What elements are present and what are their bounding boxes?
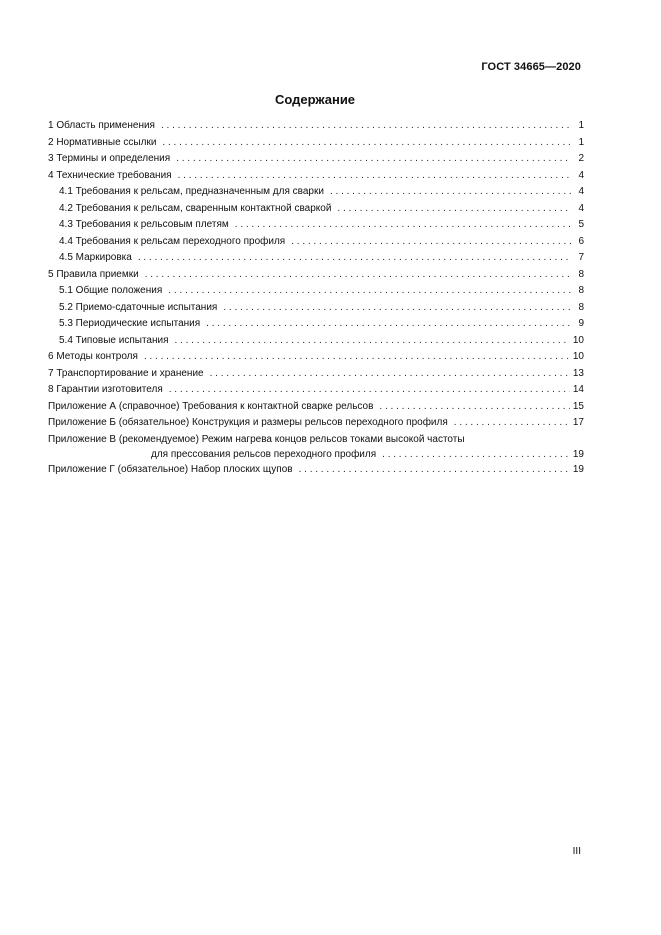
toc-entry[interactable]	[48, 382, 584, 399]
toc-entry-page: 10	[572, 334, 584, 346]
toc-entry-label: 5.1 Общие положения	[59, 285, 163, 296]
toc-subentry[interactable]	[48, 283, 584, 300]
toc-subentry[interactable]	[48, 201, 584, 218]
toc-leader-dots	[379, 399, 569, 416]
toc-leader-dots	[169, 382, 570, 399]
toc-entry-label: 4.2 Требования к рельсам, сваренным контактной сваркой	[59, 202, 332, 214]
toc-entry-appendix-v[interactable]	[48, 432, 584, 463]
toc-leader-dots	[330, 184, 571, 201]
toc-leader-dots	[145, 267, 571, 284]
toc-entry-label: 8 Гарантии изготовителя	[48, 384, 163, 395]
toc-entry-page: 13	[572, 367, 584, 379]
toc-leader-dots	[175, 333, 570, 350]
toc-leader-dots	[291, 234, 571, 251]
toc-entry-page: 1	[578, 120, 584, 131]
toc-entry-page: 7	[578, 252, 584, 263]
document-code: ГОСТ 34665—2020	[481, 61, 581, 73]
toc-entry-page: 4	[578, 202, 584, 214]
toc-entry-label: 7 Транспортирование и хранение	[48, 367, 204, 379]
toc-entry-label: 4.4 Требования к рельсам переходного профиля	[59, 235, 286, 247]
toc-subentry[interactable]	[48, 184, 584, 201]
page-title: Содержание	[274, 92, 356, 107]
toc-entry-label: 5.2 Приемо-сдаточные испытания	[59, 301, 218, 313]
toc-entry-page: 4	[578, 186, 584, 197]
toc-subentry[interactable]	[48, 300, 584, 317]
toc-entry[interactable]	[48, 349, 584, 366]
toc-leader-dots	[161, 118, 571, 135]
toc-entry-page: 19	[572, 464, 584, 475]
toc-entry-page: 2	[578, 153, 584, 164]
toc-entry[interactable]	[48, 399, 584, 416]
toc-entry-label: Приложение Б (обязательное) Конструкция и размеры рельсов переходного профиля	[48, 417, 448, 428]
toc-entry-label: 5.4 Типовые испытания	[59, 334, 169, 346]
toc-entry-page: 8	[578, 285, 584, 296]
toc-subentry[interactable]	[48, 333, 584, 350]
toc-entry-label: Приложение А (справочное) Требования к контактной сварке рельсов	[48, 400, 374, 412]
toc-leader-dots	[138, 250, 571, 267]
toc-leader-dots	[454, 415, 570, 432]
toc-entry-label: 4 Технические требования	[48, 169, 172, 181]
toc-entry-page: 5	[578, 219, 584, 230]
toc-entry-page: 19	[572, 449, 584, 460]
toc-leader-dots	[210, 366, 570, 383]
toc-entry-page: 1	[578, 136, 584, 148]
toc-entry[interactable]	[48, 118, 584, 135]
toc-leader-dots	[178, 168, 571, 185]
toc-entry-label: 2 Нормативные ссылки	[48, 136, 157, 148]
toc-entry-label: 1 Область применения	[48, 120, 155, 131]
toc-entry-label: 4.3 Требования к рельсовым плетям	[59, 219, 229, 230]
toc-entry-label: 3 Термины и определения	[48, 153, 171, 164]
toc-entry-label: 4.5 Маркировка	[59, 252, 132, 263]
toc-entry-appendix-g[interactable]	[48, 462, 584, 479]
toc-leader-dots	[162, 135, 571, 152]
toc-entry[interactable]	[48, 366, 584, 383]
toc-entry-page: 8	[578, 268, 584, 280]
toc-entry[interactable]	[48, 267, 584, 284]
table-of-contents	[48, 118, 584, 479]
toc-leader-dots	[206, 316, 571, 333]
toc-entry-page: 6	[578, 235, 584, 247]
toc-entry-label: Приложение В (рекомендуемое) Режим нагрева концов рельсов токами высокой частоты	[48, 433, 465, 445]
toc-entry[interactable]	[48, 135, 584, 152]
toc-entry-page: 9	[578, 318, 584, 329]
toc-entry-label-continued: для прессования рельсов переходного профиля	[151, 449, 377, 460]
toc-entry-label: Приложение Г (обязательное) Набор плоских щупов	[48, 464, 293, 475]
toc-leader-dots	[168, 283, 571, 300]
toc-entry-page: 10	[572, 351, 584, 362]
toc-leader-dots	[382, 448, 570, 462]
toc-entry-label: 5 Правила приемки	[48, 268, 139, 280]
toc-entry-page: 17	[572, 417, 584, 428]
toc-entry-label: 5.3 Периодические испытания	[59, 318, 201, 329]
toc-subentry[interactable]	[48, 250, 584, 267]
toc-subentry[interactable]	[48, 234, 584, 251]
toc-entry-page: 8	[578, 301, 584, 313]
toc-subentry[interactable]	[48, 217, 584, 234]
toc-entry-page: 4	[578, 169, 584, 181]
toc-entry-label: 6 Методы контроля	[48, 351, 138, 362]
toc-leader-dots	[337, 201, 571, 218]
toc-leader-dots	[235, 217, 571, 234]
toc-leader-dots	[176, 151, 571, 168]
toc-entry-page: 14	[572, 384, 584, 395]
toc-entry-page: 15	[572, 400, 584, 412]
page-number: III	[572, 846, 581, 857]
toc-entry-label: 4.1 Требования к рельсам, предназначенным для сварки	[59, 186, 324, 197]
toc-entry[interactable]	[48, 168, 584, 185]
toc-entry[interactable]	[48, 415, 584, 432]
toc-leader-dots	[223, 300, 571, 317]
toc-leader-dots	[144, 349, 570, 366]
toc-leader-dots	[299, 462, 570, 479]
toc-entry[interactable]	[48, 151, 584, 168]
toc-subentry[interactable]	[48, 316, 584, 333]
